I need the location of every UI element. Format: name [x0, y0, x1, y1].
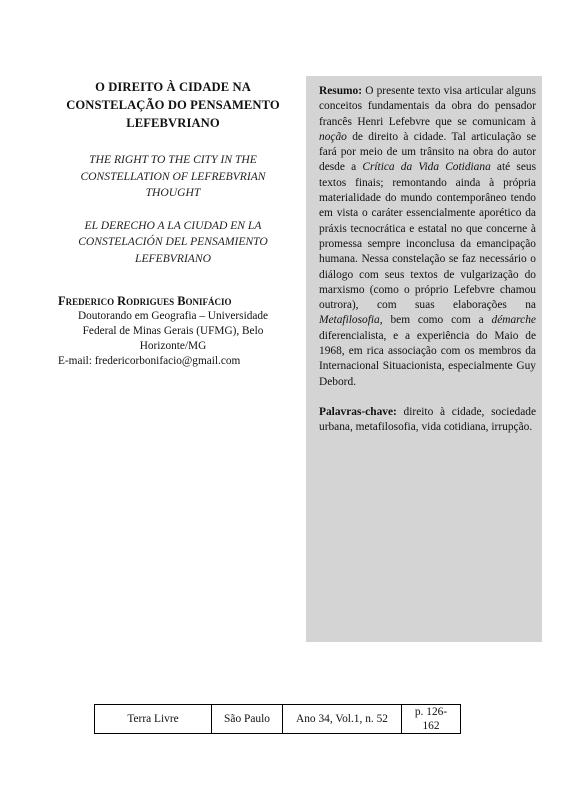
footer-city: São Paulo [212, 705, 283, 734]
affiliation-line: Federal de Minas Gerais (UFMG), Belo [82, 325, 264, 337]
author-email[interactable]: E-mail: fredericorbonifacio@gmail.com [58, 355, 241, 367]
title-pt-line: CONSTELAÇÃO DO PENSAMENTO [66, 98, 280, 112]
author-affiliation [58, 309, 288, 354]
footer-journal: Terra Livre [95, 705, 212, 734]
affiliation-line: Doutorando em Geografia – Universidade [77, 310, 269, 322]
abstract-text: de direito à cidade. Tal articulação se fará por meio de um trânsito na obra do autor desde a [319, 130, 536, 174]
footer-volume: Ano 34, Vol.1, n. 52 [283, 705, 402, 734]
abstract-box [306, 76, 542, 642]
footer-pages: p. 126-162 [402, 705, 461, 734]
article-title-es [58, 218, 288, 268]
author-name: Frederico Rodrigues Bonifácio [58, 294, 232, 308]
article-title-pt [58, 78, 288, 132]
abstract-text: diferencialista, e a experiência do Maio de 1968, em rica associação com os membros da Internacional Situacionista, especialmente Guy Debord. [319, 329, 536, 388]
abstract-book-title: Crítica da Vida Cotidiana [362, 161, 491, 174]
affiliation-line: Horizonte/MG [139, 340, 207, 352]
title-column [58, 78, 288, 369]
abstract-emphasis: noção [319, 130, 347, 143]
keywords-label: Palavras-chave: [319, 405, 397, 418]
article-title-en [58, 152, 288, 202]
abstract-text: até seus textos finais; remontando ainda à própria materialidade do mundo contemporâneo tendo em vista o caráter essencialmente aporético da práxis tecnocrática e estatal no que concerne à promessa sempre inconclusa da emancipação humana. Nessa constelação se faz necessário o diálogo com seus textos de vulgarização do marxismo (como o próprio Lefebvre chamou outrora), com suas elaborações na [319, 161, 537, 312]
title-es-line: CONSTELACIÓN DEL PENSAMIENTO [78, 235, 268, 248]
title-pt-line: O DIREITO À CIDADE NA [95, 80, 251, 94]
abstract-book-title: Metafilosofia [319, 314, 380, 327]
abstract-text: O presente texto visa articular alguns conceitos fundamentais da obra do pensador francês Henri Lefebvre que se comunicam à [319, 85, 536, 128]
abstract [319, 84, 536, 390]
title-en-line: THOUGHT [145, 186, 201, 199]
title-en-line: CONSTELLATION OF LEFREBVRIAN [80, 169, 266, 183]
title-es-line: LEFEBVRIANO [135, 251, 211, 265]
abstract-text: , bem como com a [379, 314, 492, 327]
keywords-text: direito à cidade, sociedade urbana, metafilosofia, vida cotidiana, irrupção. [319, 405, 536, 434]
title-en-line: THE RIGHT TO THE CITY IN THE [89, 153, 257, 166]
keywords [319, 405, 536, 436]
title-es-line: EL DERECHO A LA CIUDAD EN LA [84, 218, 262, 232]
abstract-label: Resumo: [319, 85, 363, 97]
abstract-emphasis: démarche [491, 314, 536, 327]
title-pt-line: LEFEBVRIANO [126, 116, 220, 130]
citation-footer [94, 704, 461, 734]
